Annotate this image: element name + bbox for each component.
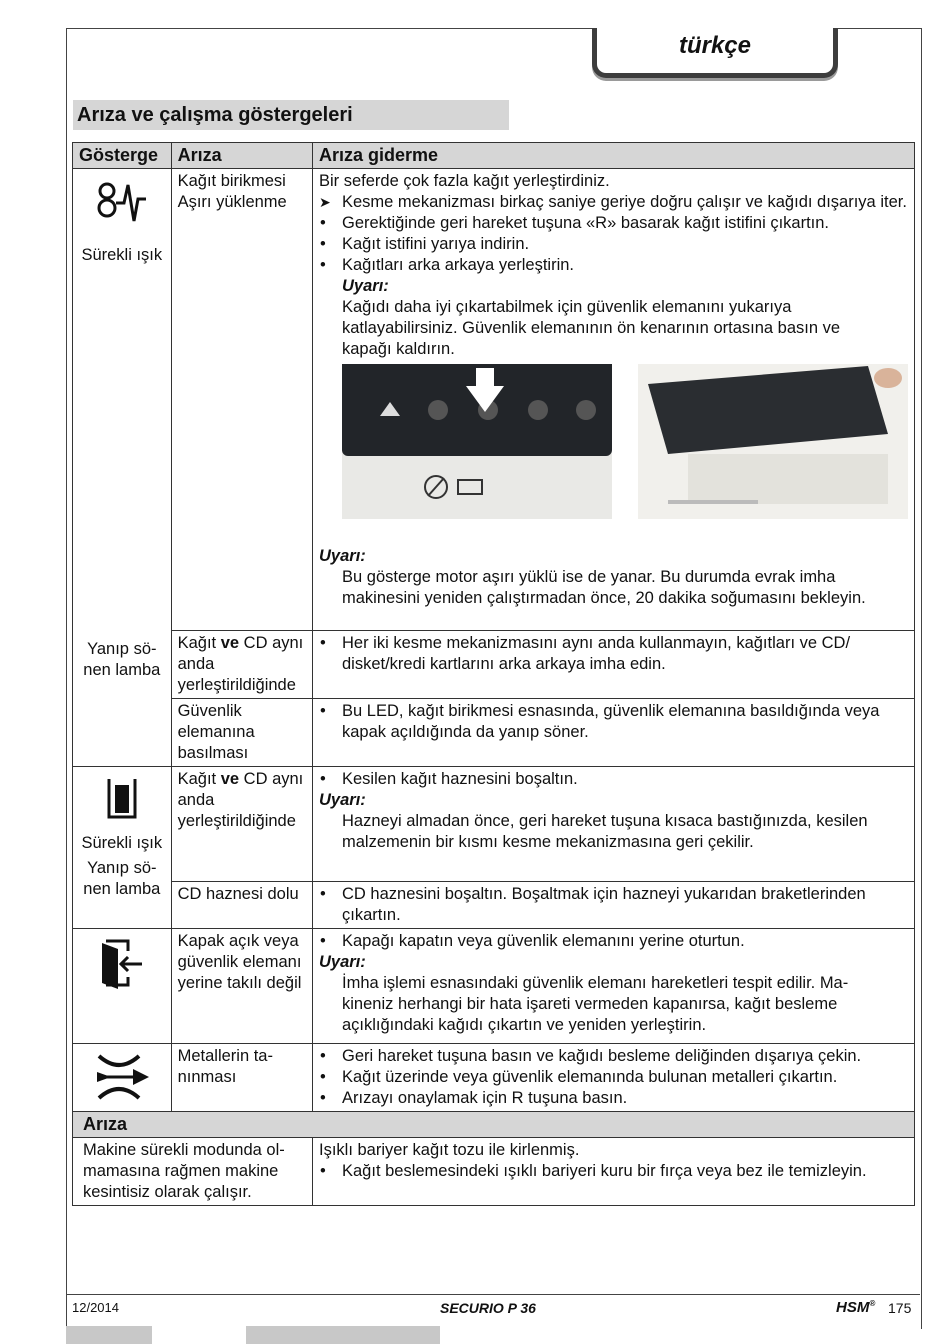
- remedy-bullet: • Arızayı onaylamak için R tuşuna basın.: [319, 1088, 908, 1109]
- warning-text: Kağıdı daha iyi çıkartabilmek için güvenlik elemanını yukarıya katlayabilirsiniz. Güvenlik elemanının ön kenarının ortasına basın ve kapağı kaldırın.: [342, 298, 841, 358]
- remedy-cell: [313, 929, 915, 1044]
- fault-label: CD aynı anda yerleştirildiğinde: [177, 634, 304, 694]
- indicator-cell: [73, 767, 172, 929]
- remedy-cell: [313, 1044, 915, 1112]
- header-indicator: Gösterge: [73, 143, 172, 169]
- remedy-bullet: • Gerektiğinde geri hareket tuşuna «R» basarak kağıt istifini çıkartın.: [319, 213, 908, 234]
- indicator-table: [72, 142, 915, 1206]
- photo-row: [342, 364, 908, 520]
- indicator-mode-steady: Sürekli ışık: [81, 246, 163, 264]
- subsection-header: Arıza: [73, 1112, 915, 1138]
- remedy-cell: [313, 1138, 915, 1206]
- page-number: 175: [888, 1300, 912, 1316]
- table-header-row: [73, 143, 915, 169]
- fault-label: CD haznesi dolu: [177, 885, 299, 903]
- fault-label: Metallerin ta-nınması: [177, 1047, 273, 1086]
- fault-label: Kağıt: [177, 770, 221, 788]
- fault-cell: [73, 1138, 313, 1206]
- footer-model: SECURIO P 36: [440, 1300, 536, 1316]
- brand-logo-text: HSM: [836, 1299, 870, 1316]
- warning-text: Hazneyi almadan önce, geri hareket tuşuna kısaca bastığınızda, kesilen malzemenin bir kısmı kesme mekanizmasına geri çekilir.: [342, 812, 868, 851]
- footer-date: 12/2014: [72, 1300, 119, 1315]
- fault-label: Kağıt: [177, 634, 221, 652]
- fault-cell: [171, 699, 312, 767]
- warning-label: Uyarı:: [319, 791, 366, 809]
- door-open-icon: [98, 937, 146, 991]
- remedy-bullet: • Kağıt üzerinde veya güvenlik elemanında bulunan metalleri çıkartın.: [319, 1067, 908, 1088]
- fault-label: Aşırı yüklenme: [177, 193, 287, 211]
- fault-cell: [171, 169, 312, 631]
- remedy-cell: [313, 699, 915, 767]
- remedy-bullet: • Kağıtları arka arkaya yerleştirin.: [319, 255, 908, 276]
- fault-cell: [171, 882, 312, 929]
- safety-element-photo: [638, 364, 908, 519]
- bin-full-icon: [104, 775, 140, 821]
- header-fault: Arıza: [171, 143, 312, 169]
- remedy-cell: [313, 882, 915, 929]
- header-remedy: Arıza giderme: [313, 143, 915, 169]
- language-label: türkçe: [678, 32, 752, 59]
- warning-label: Uyarı:: [319, 953, 366, 971]
- warning-label: Uyarı:: [342, 277, 389, 295]
- fault-label: CD aynı anda yerleştirildiğinde: [177, 770, 304, 830]
- fault-label: Kapak açık veya güvenlik elemanı yerine takılı değil: [177, 932, 302, 992]
- remedy-bullet: • CD haznesini boşaltın. Boşaltmak için hazneyi yukarıdan braketlerinden çıkartın.: [319, 884, 908, 926]
- remedy-bullet: • Kağıt beslemesindeki ışıklı bariyeri kuru bir fırça veya bez ile temizleyin.: [319, 1161, 908, 1182]
- warning-text: Bu gösterge motor aşırı yüklü ise de yanar. Bu durumda evrak imha makinesini yeniden çalıştırmadan önce, 20 dakika soğumasını bekleyin.: [342, 568, 866, 607]
- footer-divider: [66, 1294, 920, 1295]
- brand-logo: HSM®: [836, 1299, 876, 1316]
- indicator-cell: [73, 169, 172, 767]
- table-row: [73, 169, 915, 631]
- table-row: [73, 767, 915, 882]
- indicator-mode-blinking: Yanıp sö-nen lamba: [83, 640, 161, 679]
- page-edge-shadow: [246, 1326, 440, 1344]
- table-row: [73, 699, 915, 767]
- remedy-cell: [313, 169, 915, 631]
- fault-label-bold: ve: [220, 770, 240, 788]
- fault-label: Güvenlik elemanına basılması: [177, 702, 255, 762]
- section-title: Arıza ve çalışma göstergeleri: [73, 100, 509, 130]
- page-edge-shadow: [66, 1326, 152, 1344]
- remedy-bullet: • Kapağı kapatın veya güvenlik elemanını yerine oturtun.: [319, 931, 908, 952]
- table-row: [73, 929, 915, 1044]
- table-row: [73, 1044, 915, 1112]
- table-row: [73, 631, 915, 699]
- table-row: [73, 882, 915, 929]
- warning-label: Uyarı:: [319, 547, 366, 565]
- indicator-mode-steady: Sürekli ışık: [81, 834, 163, 852]
- remedy-bullet: • Geri hareket tuşuna basın ve kağıdı besleme deliğinden dışarıya çekin.: [319, 1046, 908, 1067]
- fault-label: Makine sürekli modunda ol-mamasına rağmen makine kesintisiz olarak çalışır.: [83, 1141, 285, 1201]
- fault-cell: [171, 1044, 312, 1112]
- remedy-bullet: • Kesilen kağıt haznesini boşaltın.: [319, 769, 908, 790]
- remedy-intro: Bir seferde çok fazla kağıt yerleştirdiniz.: [319, 172, 610, 190]
- control-panel-photo: [342, 364, 612, 519]
- remedy-cause: Işıklı bariyer kağıt tozu ile kirlenmiş.: [319, 1141, 580, 1159]
- subsection-header-row: [73, 1112, 915, 1138]
- remedy-arrow-item: ➤ Kesme mekanizması birkaç saniye geriye doğru çalışır ve kağıdı dışarıya iter.: [319, 192, 908, 213]
- language-tab: [592, 28, 838, 78]
- fault-cell: [171, 929, 312, 1044]
- warning-text: İmha işlemi esnasındaki güvenlik elemanı hareketleri tespit edilir. Ma-kineniz herhangi bir hata işareti vermeden kapanırsa, kağıt besleme açıklığındaki kağıdı çıkartın ve yeniden yerleştirin.: [342, 974, 849, 1034]
- remedy-cell: [313, 631, 915, 699]
- fault-label-bold: ve: [220, 634, 240, 652]
- metal-detection-icon: [93, 1052, 151, 1102]
- indicator-cell: [73, 929, 172, 1044]
- remedy-bullet: • Kağıt istifini yarıya indirin.: [319, 234, 908, 255]
- remedy-cell: [313, 767, 915, 882]
- fault-label: Kağıt birikmesi: [177, 172, 286, 190]
- table-row: [73, 1138, 915, 1206]
- remedy-bullet: • Her iki kesme mekanizmasını aynı anda kullanmayın, kağıtları ve CD/ disket/kredi kartlarını arka arkaya imha edin.: [319, 633, 908, 675]
- indicator-mode-blinking: Yanıp sö-nen lamba: [83, 859, 161, 898]
- remedy-bullet: • Bu LED, kağıt birikmesi esnasında, güvenlik elemanına basıldığında veya kapak açıldığında da yanıp söner.: [319, 701, 908, 743]
- fault-cell: [171, 767, 312, 882]
- paper-jam-icon: [94, 177, 150, 225]
- indicator-cell: [73, 1044, 172, 1112]
- fault-cell: [171, 631, 312, 699]
